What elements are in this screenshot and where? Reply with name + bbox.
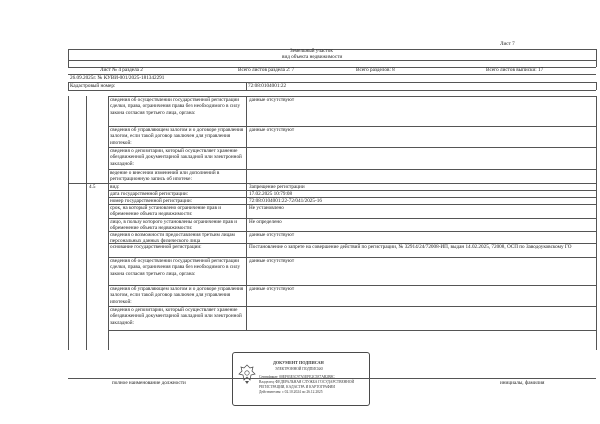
row-value: Запрещение регистрации (249, 184, 305, 190)
row-label: сведения об управляющем залогом и о договоре управления залогом, если такой договор заключен для управления ипотекой: (110, 286, 244, 305)
row-value: 17.02.2025 10:79:08 (249, 191, 293, 197)
row-value: данные отсутствуют (249, 232, 295, 238)
sheet-number: Лист 7 (500, 41, 515, 47)
row-label: дата государственной регистрации: (110, 191, 189, 197)
stamp-certificate: Сертификат: 00ЕF83Е3С97А5ЕFЕ2С5Е7АВ2В8С (259, 375, 335, 379)
row-label: сведения о депозитарии, который осуществляет хранение обездвиженной документарной закладной или электронной закладной: (110, 148, 242, 167)
row-label: сведения о возможности предоставления третьим лицам персональных данных физического лица (110, 232, 235, 245)
total-sheets-section: Всего листов раздела 2: 7 (238, 67, 295, 73)
row-value: данные отсутствуют (249, 286, 295, 292)
row-label: сведения об осуществлении государственной регистрации сделки, права, ограничения права без необходимого в силу закона согласия третьего лица, органа: (110, 97, 241, 116)
row-value: Не определено (249, 219, 282, 225)
coat-of-arms-icon (237, 363, 257, 385)
row-value: Постановление о запрете на совершение действий по регистрации, № 32914/24/72008-ИП, выдан 14.02.2025, 72008, ОСП по Заводоуковскому ГО (249, 244, 572, 250)
stamp-owner: Владелец: ФЕДЕРАЛЬНАЯ СЛУЖБА ГОСУДАРСТВЕННОЙ (259, 380, 355, 384)
row-label: ведение о внесении изменений или дополнений в регистрационную запись об ипотеке: (110, 170, 220, 183)
row-label: номер государственной регистрации: (110, 198, 193, 204)
row-label: сведения о депозитарии, который осуществляет хранение обездвиженной документарной закладной или электронной закладной: (110, 307, 242, 326)
row-label: вид: (110, 184, 120, 190)
cadastral-label: Кадастровый номер: (70, 83, 116, 89)
position-caption: полное наименование должности (112, 380, 186, 386)
stamp-subtitle: ЭЛЕКТРОННОЙ ПОДПИСЬЮ (275, 367, 324, 371)
total-sheets-extract: Всего листов выписки: 17 (486, 67, 544, 73)
row-value: данные отсутствуют (249, 97, 295, 103)
object-type-title: Земельный участок (290, 48, 333, 54)
row-label: сведения об управляющем залогом и о договоре управления залогом, если такой договор заключен для управления ипотекой: (110, 127, 244, 146)
row-value: данные отсутствуют (249, 127, 295, 133)
row-number: 4.5 (89, 184, 96, 190)
row-label: срок, на который установлено ограничение прав и обременение объекта недвижимости: (110, 205, 221, 218)
object-type-caption: вид объекта недвижимости (282, 54, 343, 60)
total-sections: Всего разделов: 8 (356, 67, 395, 73)
extract-date-number: 26.09.2025г. № КУВИ-001/2025-181342291 (70, 75, 165, 81)
row-value: 72:08:0104001:22-72/041/2025-16 (249, 198, 322, 204)
row-label: лицо, в пользу которого установлены ограничение прав и обременение объекта недвижимости: (110, 219, 237, 232)
row-value: Не установлено (249, 205, 284, 211)
name-caption: инициалы, фамилия (500, 380, 545, 386)
row-label: основание государственной регистрации: (110, 244, 202, 250)
cadastral-number: 72:08:0104001:22 (248, 83, 287, 89)
sheet-of-section: Лист № 4 раздела 2 (100, 67, 143, 73)
stamp-title: ДОКУМЕНТ ПОДПИСАН (273, 360, 324, 365)
electronic-signature-stamp (232, 352, 370, 406)
row-value: данные отсутствуют (249, 258, 295, 264)
stamp-owner-cont: РЕГИСТРАЦИИ, КАДАСТРА И КАРТОГРАФИИ (259, 385, 335, 389)
row-label: сведения об осуществлении государственной регистрации сделки, права, ограничения права без необходимого в силу закона согласия третьего лица, органа: (110, 258, 241, 277)
stamp-validity: Действителен: с 02.10.2024 по 26.12.2025 (259, 390, 323, 394)
